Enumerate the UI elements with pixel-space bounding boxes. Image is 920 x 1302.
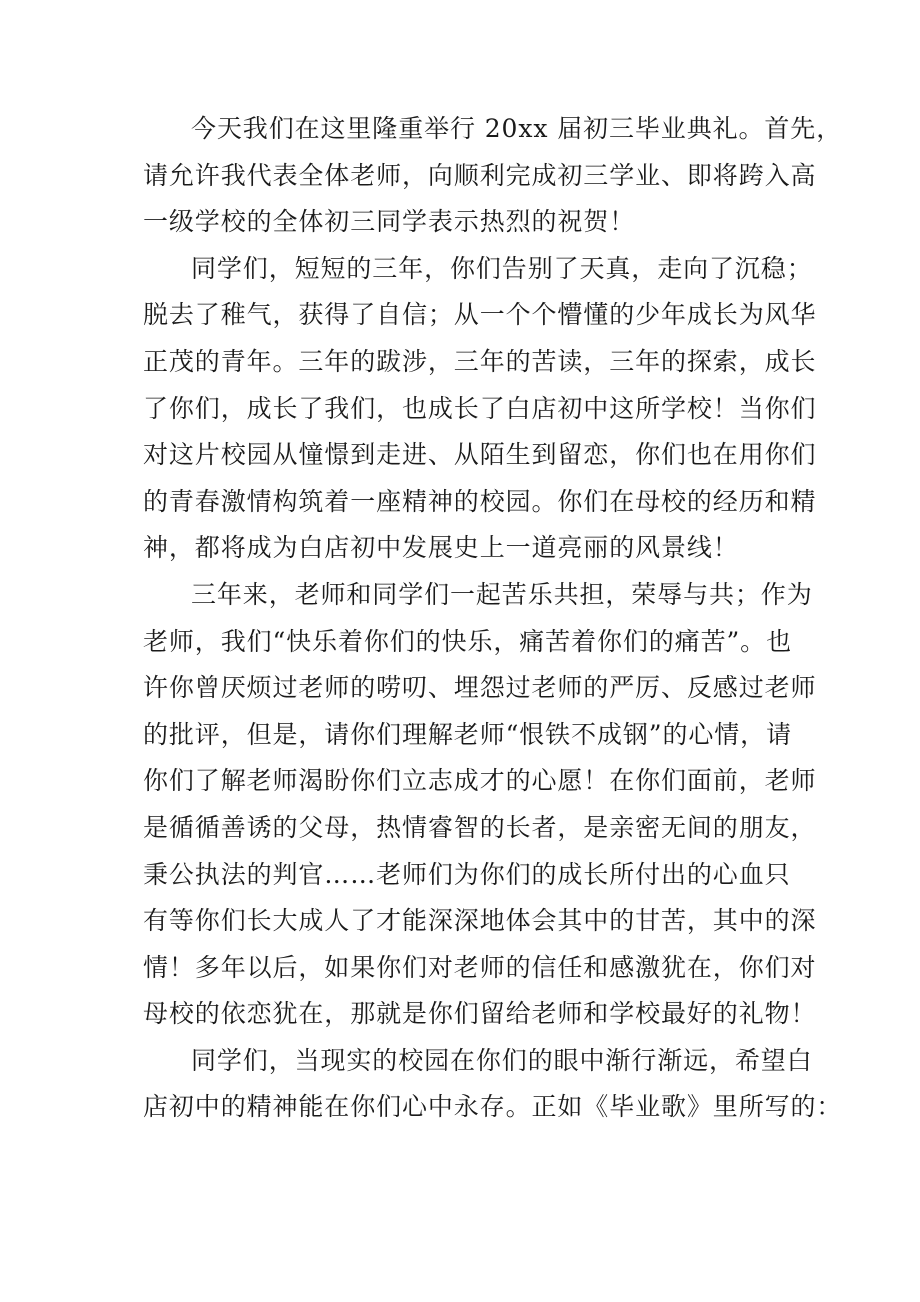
text-line: 的青春激情构筑着一座精神的校园。你们在母校的经历和精: [143, 486, 817, 516]
text-line: 同学们，当现实的校园在你们的眼中渐行渐远，希望白: [191, 1045, 813, 1075]
text-line: 许你曾厌烦过老师的唠叨、埋怨过老师的严厉、反感过老师: [143, 673, 817, 703]
text-line: 正茂的青年。三年的跋涉，三年的苦读，三年的探索，成长: [143, 346, 817, 376]
text-line: 是循循善诱的父母，热情睿智的长者，是亲密无间的朋友，: [143, 812, 817, 842]
text-line: 的批评，但是，请你们理解老师“恨铁不成钢”的心情，请: [143, 719, 792, 749]
text-line: 今天我们在这里隆重举行 20xx 届初三毕业典礼。首先，: [191, 114, 843, 143]
text-line: 你们了解老师渴盼你们立志成才的心愿！在你们面前，老师: [143, 766, 817, 796]
text-line: 店初中的精神能在你们心中永存。正如《毕业歌》里所写的：: [143, 1092, 843, 1122]
speech-text: [143, 106, 843, 1131]
text-line: 老师，我们“快乐着你们的快乐，痛苦着你们的痛苦”。也: [143, 626, 792, 656]
text-line: 了你们，成长了我们，也成长了白店初中这所学校！当你们: [143, 393, 817, 423]
text-line: 一级学校的全体初三同学表示热烈的祝贺！: [143, 207, 636, 237]
text-line: 脱去了稚气，获得了自信；从一个个懵懂的少年成长为风华: [143, 300, 817, 330]
text-line: 神，都将成为白店初中发展史上一道亮丽的风景线！: [143, 533, 739, 563]
text-line: 对这片校园从憧憬到走进、从陌生到留恋，你们也在用你们: [143, 440, 817, 470]
text-line: 有等你们长大成人了才能深深地体会其中的甘苦，其中的深: [143, 906, 817, 936]
text-line: 母校的依恋犹在，那就是你们留给老师和学校最好的礼物！: [143, 999, 817, 1029]
text-line: 请允许我代表全体老师，向顺利完成初三学业、即将跨入高: [143, 160, 817, 190]
text-line: 同学们，短短的三年，你们告别了天真，走向了沉稳；: [191, 253, 813, 283]
text-line: 秉公执法的判官……老师们为你们的成长所付出的心血只: [143, 859, 791, 889]
text-line: 情！多年以后，如果你们对老师的信任和感激犹在，你们对: [143, 952, 817, 982]
text-line: 三年来，老师和同学们一起苦乐共担，荣辱与共；作为: [191, 579, 813, 609]
